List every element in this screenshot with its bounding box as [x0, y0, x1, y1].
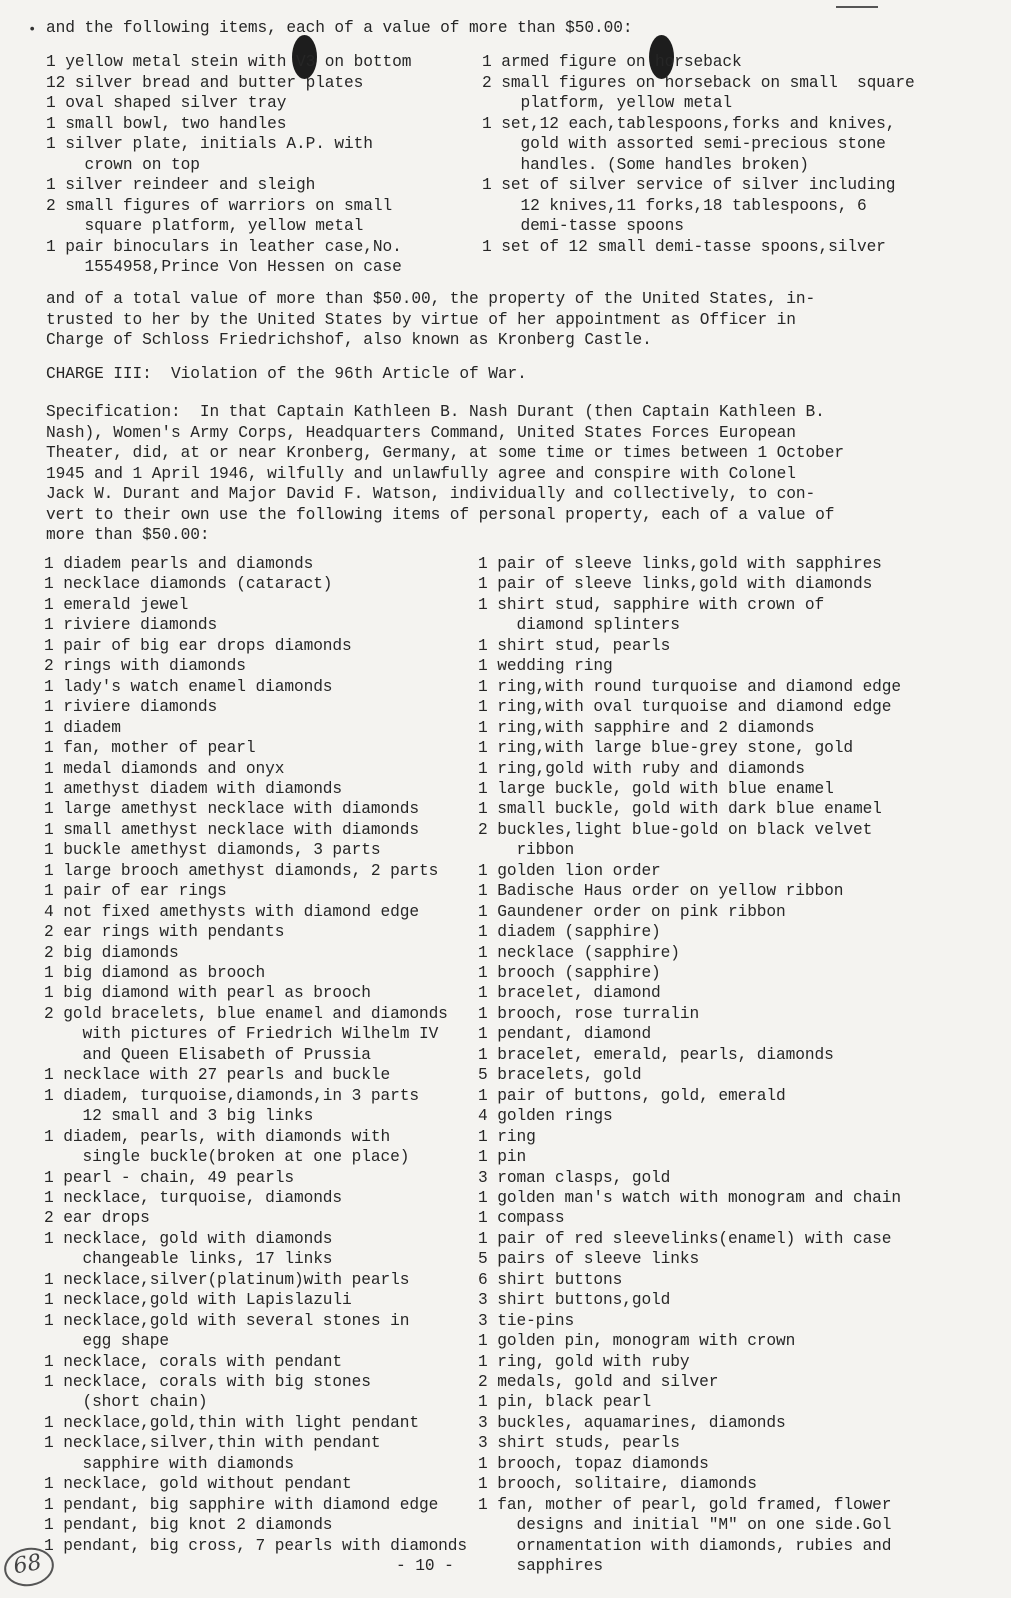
list-item: 1 riviere diamonds — [44, 616, 218, 635]
list-item: gold with assorted semi-precious stone — [482, 135, 886, 153]
list-item: 1 pair of ear rings — [44, 882, 227, 901]
charge-heading: CHARGE III: Violation of the 96th Article of War. — [46, 365, 527, 383]
list-item: 1 amethyst diadem with diamonds — [44, 779, 343, 798]
list-item: 1 pair of buttons, gold, emerald — [478, 1086, 786, 1105]
list-item: sapphire with diamonds — [44, 1454, 294, 1473]
margin-tick: • — [28, 22, 37, 38]
list-item: 2 rings with diamonds — [44, 657, 246, 676]
list-item: 1 necklace,silver(platinum)with pearls — [44, 1270, 410, 1289]
list-item: 1 brooch, topaz diamonds — [478, 1454, 709, 1473]
list-item: 6 shirt buttons — [478, 1270, 623, 1289]
list-item: 1 pendant, diamond — [478, 1025, 652, 1044]
list-item: (short chain) — [44, 1393, 208, 1412]
list-item: 1 ring,with round turquoise and diamond edge — [478, 677, 902, 696]
list-item: ornamentation with diamonds, rubies and — [478, 1536, 892, 1555]
list-item: 3 shirt buttons,gold — [478, 1291, 671, 1310]
list-item: 1 diadem — [44, 718, 121, 737]
list-item: 3 shirt studs, pearls — [478, 1434, 680, 1453]
list-item: 1 brooch (sapphire) — [478, 964, 661, 982]
list-item: 1 diadem, turquoise,diamonds,in 3 parts — [44, 1086, 419, 1105]
paragraph-line: Nash), Women's Army Corps, Headquarters Command, United States Forces European — [46, 423, 796, 442]
list-item: 1 pendant, big sapphire with diamond edge — [44, 1495, 439, 1514]
list-item: 1 compass — [478, 1209, 565, 1228]
paragraph-line: more than $50.00: — [46, 526, 210, 544]
list-item: egg shape — [44, 1332, 169, 1351]
list-item: 1 necklace,gold,thin with light pendant — [44, 1413, 419, 1432]
list-item: 4 golden rings — [478, 1107, 613, 1126]
list-item: 2 medals, gold and silver — [478, 1373, 719, 1391]
list-item: 1 fan, mother of pearl, gold framed, flower — [478, 1495, 892, 1514]
list-item: 1 necklace diamonds (cataract) — [44, 575, 333, 594]
list-item: 1 bracelet, diamond — [478, 984, 661, 1003]
list-item: 1 pair binoculars in leather case,No. — [46, 237, 402, 256]
list-item: ribbon — [478, 841, 575, 860]
list-item: 1 ring,with large blue-grey stone, gold — [478, 739, 853, 758]
list-item: single buckle(broken at one place) — [44, 1148, 410, 1167]
list-item: 1 diadem, pearls, with diamonds with — [44, 1127, 391, 1146]
list-item: 1 small buckle, gold with dark blue enamel — [478, 800, 882, 819]
list-item: 1554958,Prince Von Hessen on case — [46, 258, 402, 276]
list-item: 12 small and 3 big links — [44, 1107, 314, 1126]
list-item: 1 set of silver service of silver including — [482, 176, 896, 194]
list-item: 2 ear drops — [44, 1209, 150, 1228]
list-item: 1 wedding ring — [478, 657, 613, 676]
list-item: and Queen Elisabeth of Prussia — [44, 1045, 371, 1064]
list-item: 1 pin — [478, 1148, 527, 1167]
list-item: 1 ring,gold with ruby and diamonds — [478, 759, 805, 778]
list-item: 2 small figures of warriors on small — [46, 196, 393, 215]
list-item: 2 gold bracelets, blue enamel and diamonds — [44, 1004, 448, 1023]
list-item: 1 golden pin, monogram with crown — [478, 1332, 796, 1351]
list-item: 1 medal diamonds and onyx — [44, 759, 285, 778]
list-item: sapphires — [478, 1557, 603, 1576]
list-item: 1 pendant, big cross, 7 pearls with diamonds — [44, 1536, 468, 1555]
list-item: 1 set,12 each,tablespoons,forks and knives, — [482, 114, 896, 133]
list-item: 1 big diamond with pearl as brooch — [44, 984, 371, 1003]
list-item: 2 small figures on horseback on small square — [482, 73, 915, 92]
intro-line: and the following items, each of a value of more than $50.00: — [46, 19, 633, 37]
paragraph-line: Theater, did, at or near Kronberg, Germany, at some time or times between 1 October — [46, 444, 844, 462]
list-item: 1 Gaundener order on pink ribbon — [478, 902, 786, 921]
list-item: 1 golden man's watch with monogram and chain — [478, 1188, 902, 1207]
list-item: 1 pair of sleeve links,gold with sapphires — [478, 555, 882, 573]
list-item: handles. (Some handles broken) — [482, 155, 809, 174]
list-item: 1 necklace, gold without pendant — [44, 1475, 352, 1494]
list-item: 1 set of 12 small demi-tasse spoons,silver — [482, 237, 886, 256]
list-item: 1 lady's watch enamel diamonds — [44, 677, 333, 696]
list-item: 2 ear rings with pendants — [44, 923, 285, 942]
list-item: 3 buckles, aquamarines, diamonds — [478, 1413, 786, 1432]
list-item: 1 brooch, rose turralin — [478, 1004, 700, 1023]
list-item: 5 pairs of sleeve links — [478, 1250, 700, 1269]
list-item: changeable links, 17 links — [44, 1250, 333, 1269]
list-item: 1 Badische Haus order on yellow ribbon — [478, 882, 844, 901]
list-item: 1 armed figure on horseback — [482, 53, 742, 71]
list-item: with pictures of Friedrich Wilhelm IV — [44, 1025, 439, 1044]
list-item: 1 shirt stud, pearls — [478, 636, 671, 655]
list-item: 12 silver bread and butter plates — [46, 73, 364, 92]
list-item: 1 necklace,gold with Lapislazuli — [44, 1291, 352, 1310]
list-item: 1 pair of red sleevelinks(enamel) with case — [478, 1229, 892, 1248]
list-item: 1 big diamond as brooch — [44, 964, 266, 982]
list-item: 1 oval shaped silver tray — [46, 94, 287, 112]
list-item: 1 pin, black pearl — [478, 1393, 652, 1412]
list-item: designs and initial "M" on one side.Gol — [478, 1516, 892, 1535]
list-item: 3 tie-pins — [478, 1311, 575, 1330]
list-item: demi-tasse spoons — [482, 217, 684, 235]
paragraph-line: vert to their own use the following items of personal property, each of a value of — [46, 505, 835, 524]
paragraph-line: trusted to her by the United States by virtue of her appointment as Officer in — [46, 310, 796, 329]
list-item: 4 not fixed amethysts with diamond edge — [44, 902, 419, 921]
list-item: 1 pendant, big knot 2 diamonds — [44, 1516, 333, 1535]
list-item: 1 silver plate, initials A.P. with — [46, 135, 373, 153]
list-item: 2 big diamonds — [44, 943, 179, 962]
list-item: 1 necklace, corals with pendant — [44, 1352, 343, 1371]
list-item: 1 ring,with oval turquoise and diamond edge — [478, 698, 892, 717]
top-rule — [836, 6, 878, 8]
list-item: 1 small amethyst necklace with diamonds — [44, 820, 419, 839]
list-item: crown on top — [46, 155, 200, 174]
list-item: 1 pair of sleeve links,gold with diamonds — [478, 575, 873, 594]
list-item: 1 golden lion order — [478, 861, 661, 880]
list-item: 5 bracelets, gold — [478, 1066, 642, 1085]
list-item: 1 yellow metal stein with V3 on bottom — [46, 53, 412, 71]
list-item: 1 emerald jewel — [44, 595, 189, 614]
list-item: 1 large amethyst necklace with diamonds — [44, 800, 419, 819]
list-item: 1 silver reindeer and sleigh — [46, 176, 316, 194]
list-item: 1 pair of big ear drops diamonds — [44, 636, 352, 655]
list-item: 1 necklace, corals with big stones — [44, 1373, 371, 1391]
list-item: 1 buckle amethyst diamonds, 3 parts — [44, 841, 381, 860]
list-item: 1 necklace, turquoise, diamonds — [44, 1188, 343, 1207]
list-item: 2 buckles,light blue-gold on black velvet — [478, 820, 873, 839]
list-item: platform, yellow metal — [482, 94, 732, 112]
list-item: 1 riviere diamonds — [44, 698, 218, 717]
list-item: 1 large brooch amethyst diamonds, 2 parts — [44, 861, 439, 880]
list-item: diamond splinters — [478, 616, 680, 635]
list-item: square platform, yellow metal — [46, 217, 364, 235]
list-item: 1 shirt stud, sapphire with crown of — [478, 595, 825, 614]
list-item: 1 diadem (sapphire) — [478, 923, 661, 942]
paragraph-line: Jack W. Durant and Major David F. Watson, individually and collectively, to con- — [46, 485, 816, 503]
list-item: 12 knives,11 forks,18 tablespoons, 6 — [482, 196, 867, 215]
list-item: 1 ring — [478, 1127, 536, 1146]
list-item: 1 necklace with 27 pearls and buckle — [44, 1066, 391, 1085]
list-item: 1 ring, gold with ruby — [478, 1352, 690, 1371]
list-item: 3 roman clasps, gold — [478, 1168, 671, 1187]
list-item: 1 ring,with sapphire and 2 diamonds — [478, 718, 815, 737]
list-item: 1 bracelet, emerald, pearls, diamonds — [478, 1045, 834, 1064]
paragraph-line: Specification: In that Captain Kathleen B. Nash Durant (then Captain Kathleen B. — [46, 403, 825, 421]
paragraph-line: and of a total value of more than $50.00, the property of the United States, in- — [46, 290, 816, 308]
list-item: 1 necklace (sapphire) — [478, 943, 680, 962]
list-item: 1 diadem pearls and diamonds — [44, 555, 314, 573]
list-item: 1 necklace, gold with diamonds — [44, 1229, 333, 1248]
list-item: 1 brooch, solitaire, diamonds — [478, 1475, 757, 1494]
page-number: - 10 - — [396, 1557, 454, 1575]
margin-mark-text: 68 — [11, 1549, 44, 1580]
paragraph-line: 1945 and 1 April 1946, wilfully and unlawfully agree and conspire with Colonel — [46, 464, 796, 483]
list-item: 1 fan, mother of pearl — [44, 739, 256, 758]
paragraph-line: Charge of Schloss Friedrichshof, also known as Kronberg Castle. — [46, 331, 652, 349]
list-item: 1 pearl - chain, 49 pearls — [44, 1168, 294, 1187]
list-item: 1 necklace,silver,thin with pendant — [44, 1434, 381, 1453]
list-item: 1 necklace,gold with several stones in — [44, 1311, 410, 1330]
list-item: 1 small bowl, two handles — [46, 114, 287, 133]
list-item: 1 large buckle, gold with blue enamel — [478, 779, 834, 798]
